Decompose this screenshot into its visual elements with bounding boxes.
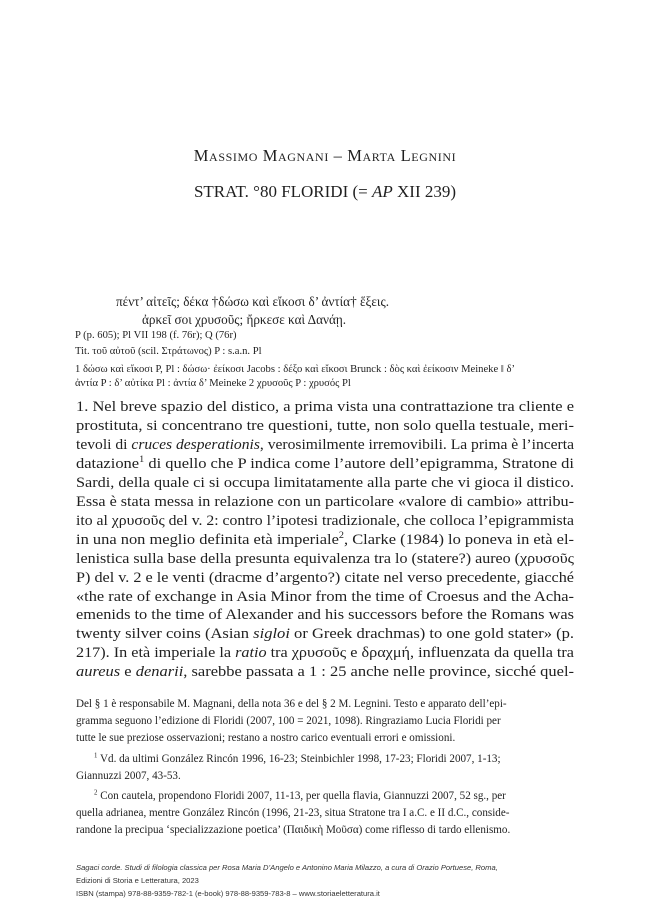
colophon-line-3: ISBN (stampa) 978-88-9359-782-1 (e-book) 978-88-9359-783-8 – www.storiaeletteratura.it <box>76 889 380 898</box>
body-line <box>76 494 574 511</box>
colophon-line-2: Edizioni di Storia e Letteratura, 2023 <box>76 876 199 885</box>
body-text-run: tevoli di <box>76 436 132 453</box>
italic-term: denarii <box>135 664 184 681</box>
epigram-verse-2: ἀρκεῖ σοι χρυσοῦς; ἤρκεσε καὶ Δανάῃ. <box>142 312 347 327</box>
footnote-intro-line-2: gramma seguono l’edizione di Floridi (2007, 100 = 2021, 1098). Ringraziamo Lucia Floridi per <box>76 715 501 727</box>
apparatus-critical-line-1: 1 δώσω καὶ εἴκοσι P, Pl : δώσω· ἐείκοσι Jacobs : δέξο καὶ εἴκοσι Brunck : δὸς καὶ ἐείκοσιν Meineke ‖ δ’ <box>75 364 515 375</box>
footnote-intro-line-3: tutte le sue preziose osservazioni; restano a nostro carico eventuali errori e omissioni. <box>76 732 456 744</box>
body-text-run: 217). In età imperiale la <box>76 645 236 662</box>
footnote-1-line-1 <box>94 753 501 765</box>
body-text-run: ito al χρυσοῦς del v. 2: contro l’ipotesi tradizionale, che colloca l’epigrammista <box>76 512 574 529</box>
epigram-verse-1: πέντ’ αἰτεῖς; δέκα †δώσω καὶ εἴκοσι δ’ ἀντία† ἕξεις. <box>116 294 389 309</box>
article-authors: Massimo Magnani – Marta Legnini <box>193 146 457 165</box>
body-text-run: Sardi, della quale ci si occupa limitatamente alla parte che vi gioca il distico. <box>76 474 574 491</box>
body-text-run: 1. Nel breve spazio del distico, a prima vista una contrattazione tra cliente e <box>76 399 574 415</box>
body-line <box>76 418 574 435</box>
italic-term: ratio <box>235 645 267 662</box>
body-text-run: , Clarke (1984) lo poneva in età el- <box>343 531 574 548</box>
apparatus-critical-line-2: ἀντία P : δ’ αὐτίκα Pl : ἀντία δ’ Meineke 2 χρυσοῦς P : χρυσός Pl <box>75 378 351 389</box>
body-text-run: di quello che P indica come l’autore dell’epigramma, Stratone di <box>144 455 575 472</box>
body-text-run: P) del v. 2 e le venti (dracme d’argento?) citate nel verso precedente, giacché <box>76 569 574 586</box>
body-line <box>76 607 574 624</box>
body-text-run: , verosimilmente irremovibili. La prima è l’incerta <box>259 436 574 453</box>
body-text-run: or Greek drachmas) to one gold stater» (p. <box>289 626 574 643</box>
body-line <box>76 589 574 606</box>
body-line <box>76 551 574 568</box>
footnote-2-text: Con cautela, propendono Floridi 2007, 11-13, per quella flavia, Giannuzzi 2007, 52 sg., per <box>97 790 506 802</box>
body-text-run: in una non meglio definita età imperiale <box>76 531 339 548</box>
body-text-run: Essa è stata messa in relazione con un particolare «valore di cambio» attribu- <box>76 493 574 510</box>
body-text-run: emenids to the time of Alexander and his successors before the Romans was <box>76 607 574 624</box>
body-line <box>76 475 574 492</box>
body-line <box>76 645 574 662</box>
body-text-run: , sarebbe passata a 1 : 25 anche nelle province, sicché quel- <box>183 664 574 681</box>
footnote-2-line-2: quella adrianea, mentre González Rincón (1996, 21-23, situa Stratone tra I a.C. e II d.C., conside- <box>76 807 510 819</box>
footnote-2-line-1 <box>94 790 506 802</box>
body-text-run: tra χρυσοῦς e δραχμή, influenzata da quella tra <box>266 645 574 662</box>
footnote-1-line-2: Giannuzzi 2007, 43-53. <box>76 770 181 782</box>
body-line <box>76 570 574 587</box>
footnote-ref: 1 <box>139 454 145 465</box>
italic-term: cruces desperationis <box>131 436 260 453</box>
body-text-run: e <box>120 664 136 681</box>
italic-term: aureus <box>76 664 121 681</box>
body-text-run: «the rate of exchange in Asia Minor from the time of Croesus and the Acha- <box>76 588 574 605</box>
footnote-1-number: 1 <box>94 752 98 760</box>
apparatus-titles: Tit. τοῦ αὐτοῦ (scil. Στράτωνος) P : s.a.n. Pl <box>75 346 262 357</box>
body-line <box>76 532 574 549</box>
body-text-run: prostituta, si concentrano tre questioni, tutte, non solo quella testuale, meri- <box>76 417 574 434</box>
body-line <box>76 399 574 416</box>
body-line <box>76 513 574 530</box>
body-line <box>76 626 574 643</box>
footnote-1-text: Vd. da ultimi González Rincón 1996, 16-23; Steinbichler 1998, 17-23; Floridi 2007, 1-13; <box>97 753 501 765</box>
body-line <box>76 664 574 681</box>
footnote-2-number: 2 <box>94 789 98 797</box>
body-line <box>76 456 574 473</box>
title-suffix: XII 239) <box>392 182 457 201</box>
article-title <box>0 182 650 202</box>
colophon-line-1: Sagaci corde. Studi di filologia classica per Rosa Maria D’Angelo e Antonino Maria Milazzo, a cura di Orazio Portuese, Roma, <box>76 863 498 872</box>
body-text-run: twenty silver coins (Asian <box>76 626 254 643</box>
italic-term: sigloi <box>253 626 290 643</box>
footnote-ref: 2 <box>338 530 344 541</box>
body-text-run: lenistica sulla base della presunta equivalenza tra lo (statere?) aureo (χρυσοῦς <box>76 550 574 567</box>
body-text-run: datazione <box>76 455 140 472</box>
footnote-intro-line-1: Del § 1 è responsabile M. Magnani, della nota 36 e del § 2 M. Legnini. Testo e apparato dell’epi- <box>76 698 507 710</box>
apparatus-sigla: P (p. 605); Pl VII 198 (f. 76r); Q (76r) <box>75 330 237 341</box>
title-prefix: STRAT. °80 FLORIDI (= <box>193 182 372 201</box>
body-line <box>76 437 574 454</box>
title-ap: AP <box>372 182 393 201</box>
footnote-2-line-3: randone la precipua ‘specializzazione poetica’ (Παιδικὴ Μοῦσα) come riflesso di tardo ellenismo. <box>76 824 511 836</box>
